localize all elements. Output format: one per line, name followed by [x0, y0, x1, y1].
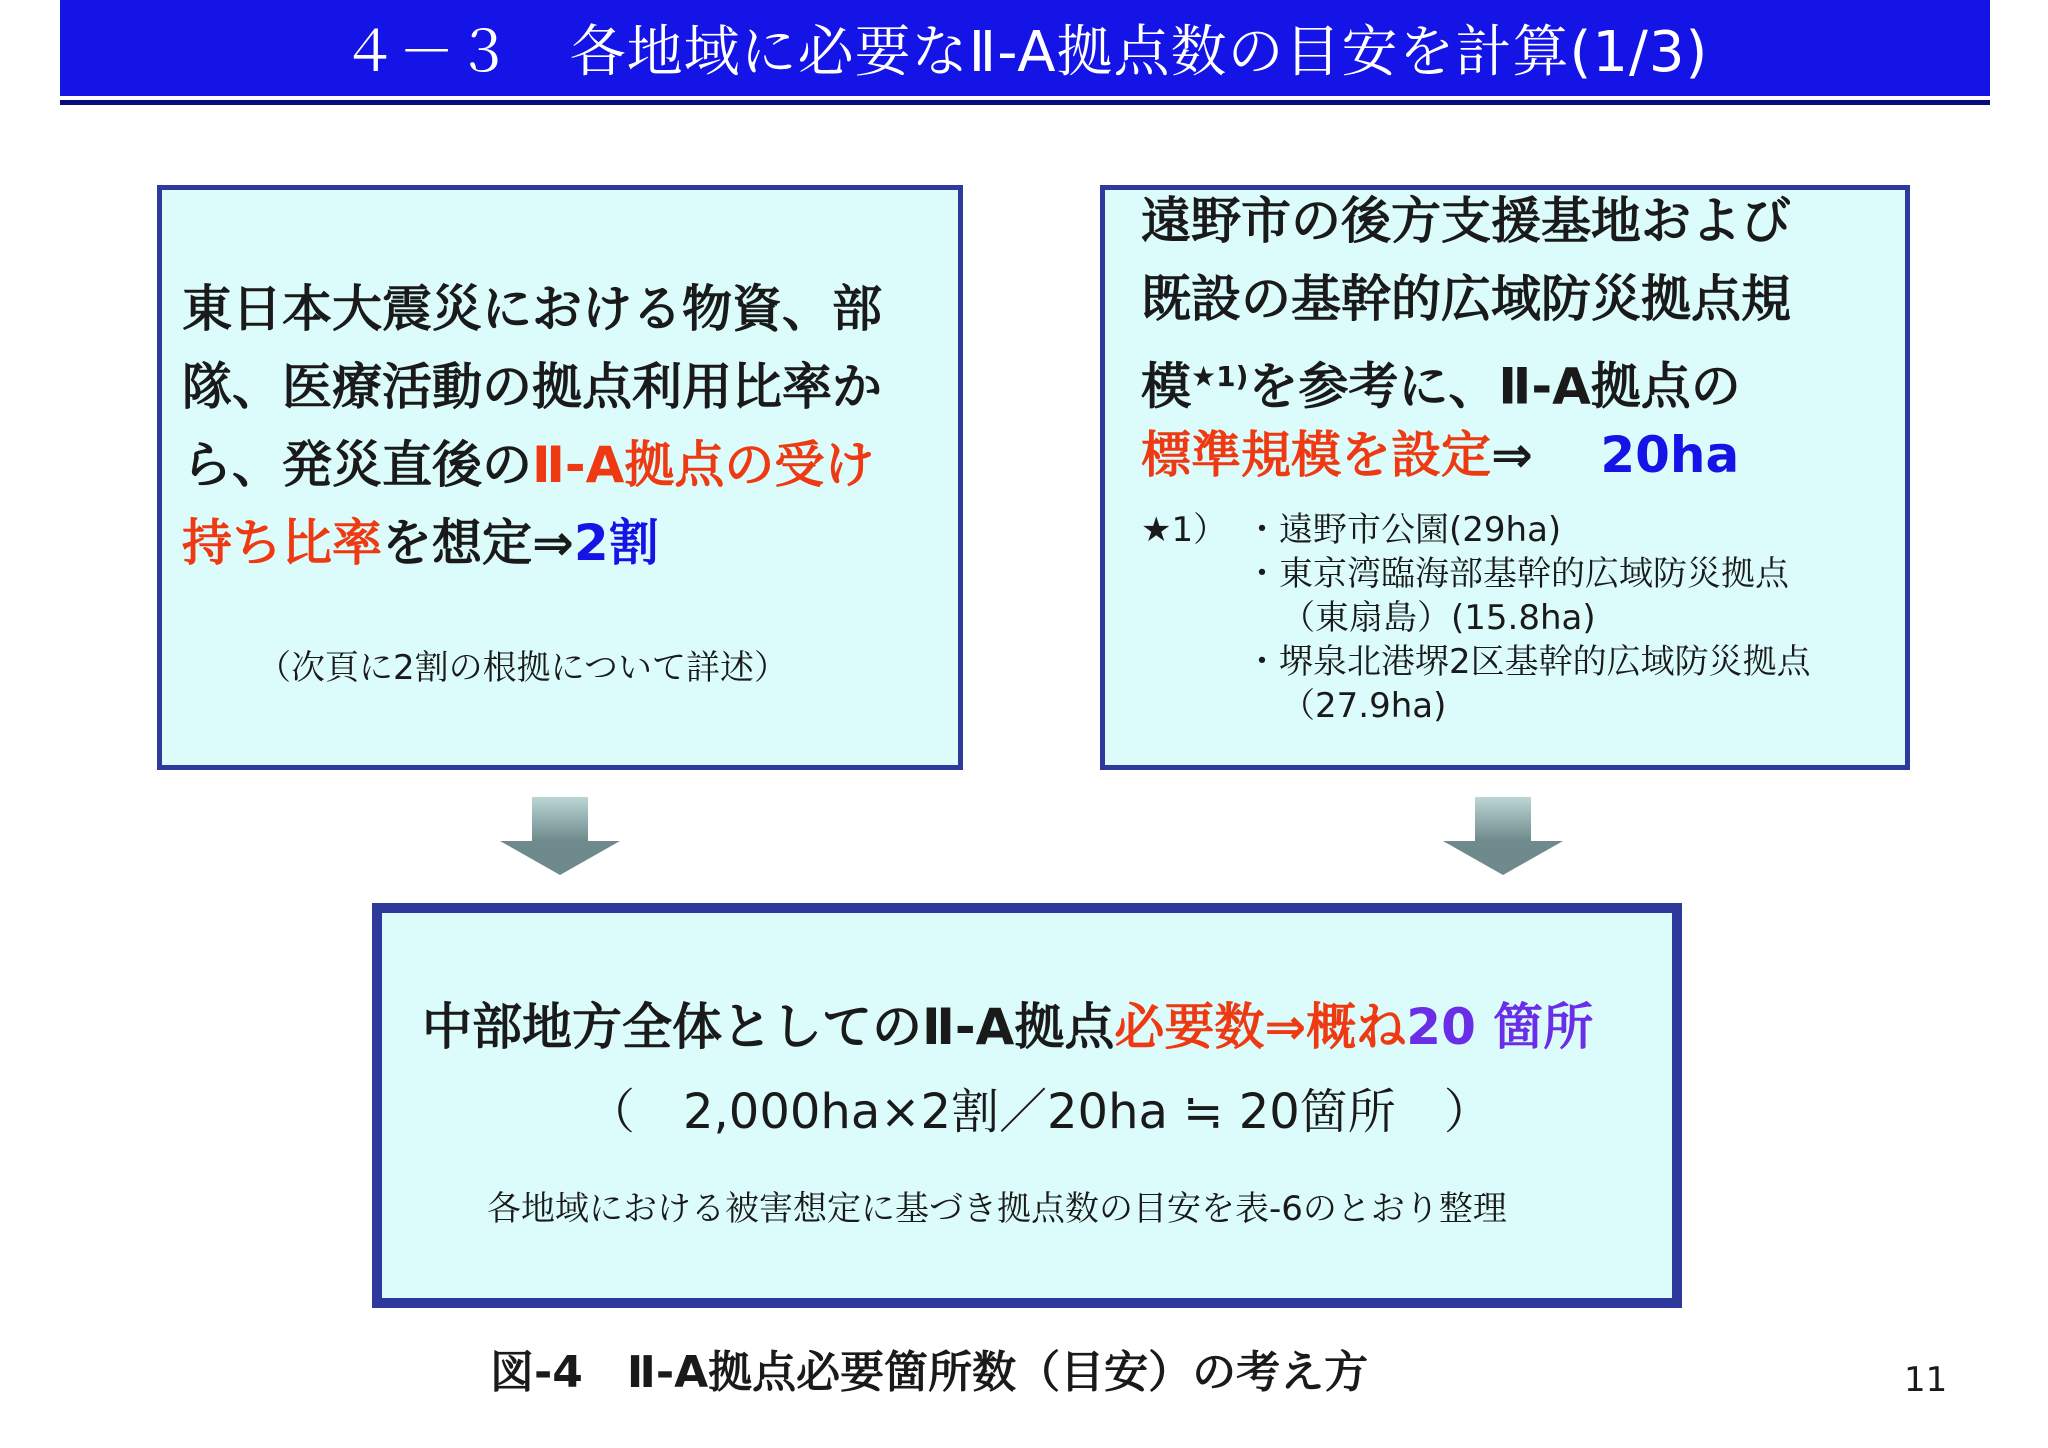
right-line-3 [1141, 338, 1741, 426]
right-info-box [1100, 185, 1910, 770]
required-count-value: 20 箇所 [1406, 998, 1594, 1056]
standard-size-value: 20ha [1600, 426, 1740, 484]
result-line-1-highlight: 必要数⇒概ね [1114, 998, 1407, 1056]
left-line-2: 隊、医療活動の拠点利用比率か [182, 358, 882, 416]
result-note: 各地域における被害想定に基づき拠点数の目安を表-6のとおり整理 [487, 1189, 1507, 1229]
left-line-3-highlight: Ⅱ-A拠点の受け [532, 436, 875, 494]
page-number: 11 [1904, 1360, 1948, 1400]
right-line-1: 遠野市の後方支援基地および [1141, 192, 1791, 250]
footnote-mark: ★1） [1141, 510, 1228, 550]
right-line-4 [1141, 416, 1739, 494]
slide-title: ４－３ 各地域に必要なⅡ-A拠点数の目安を計算(1/3) [60, 0, 1990, 96]
ratio-value: 2割 [573, 514, 659, 572]
right-line-4-middle: ⇒ [1491, 426, 1551, 484]
right-line-4-highlight: 標準規模を設定 [1141, 426, 1491, 484]
left-note: （次頁に2割の根拠について詳述） [257, 648, 788, 688]
result-line-1-prefix: 中部地方全体としてのⅡ-A拠点 [422, 998, 1115, 1056]
right-line-3-prefix: 模 [1141, 357, 1191, 416]
calculation-formula: （ 2,000ha×2割／20ha ≒ 20箇所 ） [587, 1084, 1492, 1140]
result-box [372, 903, 1682, 1308]
footnote-2-cont: （東扇島）(15.8ha) [1281, 598, 1596, 638]
left-line-4-middle: を想定⇒ [382, 514, 574, 572]
left-info-box [157, 185, 963, 770]
figure-caption: 図-4 Ⅱ-A拠点必要箇所数（目安）の考え方 [490, 1347, 1369, 1398]
down-arrow-icon [1443, 797, 1563, 877]
left-line-4 [182, 504, 659, 582]
left-line-1: 東日本大震災における物資、部 [182, 280, 882, 338]
footnote-2: ・東京湾臨海部基幹的広域防災拠点 [1245, 554, 1789, 594]
footnote-3-cont: （27.9ha) [1281, 686, 1447, 726]
left-line-3-prefix: ら、発災直後の [182, 436, 532, 494]
left-line-4-highlight: 持ち比率 [182, 514, 382, 572]
result-line-1 [422, 988, 1593, 1066]
footnote-3: ・堺泉北港堺2区基幹的広域防災拠点 [1245, 642, 1811, 682]
down-arrow-icon [500, 797, 620, 877]
footnote-1: ・遠野市公園(29ha) [1245, 510, 1562, 550]
title-underline [60, 100, 1990, 105]
footnote-ref: ★1) [1191, 360, 1249, 393]
right-line-2: 既設の基幹的広域防災拠点規 [1141, 270, 1791, 328]
right-line-3-suffix: を参考に、Ⅱ-A拠点の [1248, 357, 1741, 416]
left-line-3 [182, 426, 874, 504]
